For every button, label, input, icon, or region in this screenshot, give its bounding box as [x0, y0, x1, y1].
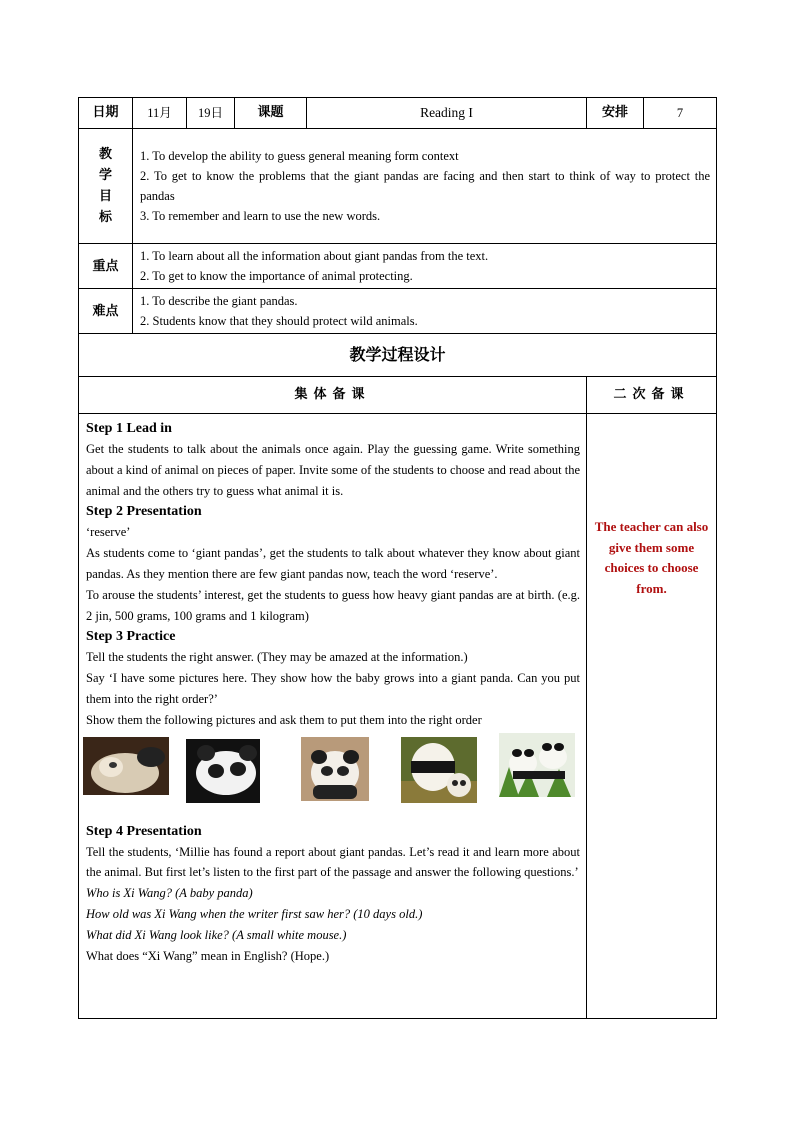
objectives-label [79, 129, 133, 244]
panda-photo-1 [83, 737, 169, 795]
arrange-label: 安排 [587, 98, 644, 129]
step2-title: Step 2 Presentation [86, 504, 202, 520]
panda-pictures [83, 737, 580, 817]
difficulties-label: 难点 [79, 289, 133, 334]
objectives-label-text [79, 144, 132, 228]
process-body-row [79, 414, 717, 1019]
difficulty-item: 2. Students know that they should protect wild animals. [140, 314, 418, 328]
objectives-label-char: 教 [98, 147, 112, 162]
step3-text1: Tell the students the right answer. (They may be amazed at the information.) [86, 650, 468, 665]
process-title: 教学过程设计 [79, 334, 717, 377]
panda-photo-5 [499, 733, 575, 797]
topic-value: Reading I [307, 98, 587, 129]
difficulties-row [79, 289, 717, 334]
lesson-plan-sheet [78, 97, 716, 1019]
panda-photo-3 [301, 737, 369, 801]
question-2: How old was Xi Wang when the writer first saw her? (10 days old.) [86, 906, 423, 921]
step2-text2: To arouse the students’ interest, get the students to guess how heavy giant pandas are at birth. (e.g. 2 jin, 500 grams, 100 grams and 1 kilogram) [86, 587, 580, 623]
process-subheader-row [79, 377, 717, 414]
lesson-plan-table [78, 97, 717, 1019]
step1-title: Step 1 Lead in [86, 421, 172, 436]
process-title-row [79, 334, 717, 377]
arrange-value: 7 [644, 98, 717, 129]
objectives-row [79, 129, 717, 244]
panda-photo-2 [186, 739, 260, 803]
objective-item: 1. To develop the ability to guess general meaning form context [140, 149, 459, 163]
day-cell: 19日 [187, 98, 235, 129]
process-secondary [587, 414, 717, 1019]
key-points-content [133, 244, 717, 289]
objectives-label-char: 目 [98, 189, 112, 204]
key-points-row [79, 244, 717, 289]
topic-label: 课题 [235, 98, 307, 129]
question-3: What did Xi Wang look like? (A small white mouse.) [86, 927, 347, 942]
step3-text2: Say ‘I have some pictures here. They show how the baby grows into a giant panda. Can you put them into the right order?’ [86, 671, 580, 706]
objectives-label-char: 学 [98, 168, 112, 183]
key-point-item: 1. To learn about all the information about giant pandas from the text. [140, 249, 489, 263]
objectives-content [133, 129, 717, 244]
objectives-label-char: 标 [98, 210, 112, 225]
question-4: What does “Xi Wang” mean in English? (Hope.) [86, 948, 330, 963]
teacher-note: The teacher can also give them some choices to choose from. [594, 519, 709, 596]
step4-text: Tell the students, ‘Millie has found a report about giant pandas. Let’s read it and learn more about the animal. But first let’s listen to the first part of the passage and answer the following questions.’ [86, 844, 580, 880]
step3-title: Step 3 Practice [86, 629, 176, 645]
col-right-header: 二次备课 [587, 377, 717, 414]
step3-text3: Show them the following pictures and ask them to put them into the right order [86, 712, 482, 727]
panda-photo-4 [401, 737, 477, 803]
step2-word: ‘reserve’ [86, 525, 131, 540]
question-1: Who is Xi Wang? (A baby panda) [86, 886, 253, 901]
step1-text: Get the students to talk about the animals once again. Play the guessing game. Write something about a kind of animal on pieces of paper. Invite some of the students to choose and read about the animal and the others try to guess what animal it is. [86, 442, 580, 498]
month-cell: 11月 [133, 98, 187, 129]
difficulties-content [133, 289, 717, 334]
objective-item: 3. To remember and learn to use the new words. [140, 209, 381, 223]
key-points-label: 重点 [79, 244, 133, 289]
step4-title: Step 4 Presentation [86, 823, 202, 839]
objective-item: 2. To get to know the problems that the giant pandas are facing and then start to think of way to protect the pandas [140, 169, 710, 203]
difficulty-item: 1. To describe the giant pandas. [140, 294, 298, 308]
date-label: 日期 [79, 98, 133, 129]
process-main [79, 414, 587, 1019]
step2-text1: As students come to ‘giant pandas’, get the students to talk about whatever they know about giant pandas. As they mention there are few giant pandas now, teach the word ‘reserve’. [86, 546, 580, 581]
key-point-item: 2. To get to know the importance of animal protecting. [140, 269, 413, 283]
header-row [79, 98, 717, 129]
col-left-header: 集体备课 [79, 377, 587, 414]
